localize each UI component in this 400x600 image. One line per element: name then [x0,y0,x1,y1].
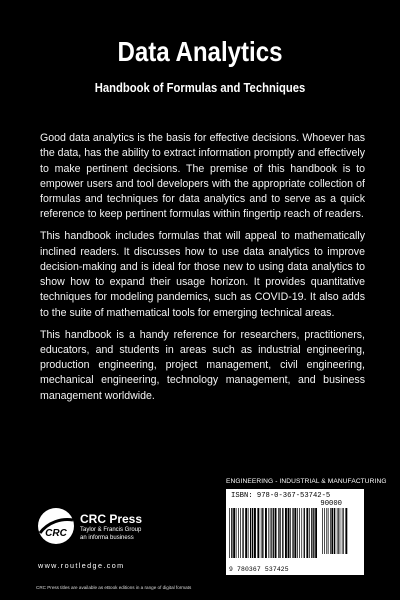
barcode-bar [262,508,263,558]
price-code: 90000 [320,500,342,508]
barcode-bar [261,508,262,558]
barcode-bar [288,508,290,558]
barcode-bar [250,508,251,558]
barcode-bar [265,508,267,558]
crc-logo-text: CRC [45,528,67,539]
barcode-bar [236,508,237,558]
publisher-group: Taylor & Francis Group [80,527,142,533]
barcode-bar [334,508,335,554]
description-paragraph: This handbook is a handy reference for researchers, practitioners, educators, and students in areas such as industrial engineering, production engineering, project management, civil engineering, mechanical engineering, technology management, and business management worldwide. [40,328,365,402]
barcode-bar [337,508,338,554]
barcode-bar [279,508,280,558]
description-text [40,131,365,411]
barcode-number: 9 780367 537425 [229,566,289,573]
barcode-bar [342,508,343,554]
barcode-bar [311,508,312,558]
barcode-bar [290,508,291,558]
barcode-bar [257,508,259,558]
barcode-bar [242,508,243,558]
publisher-name: CRC Press [80,512,143,526]
barcode-bar [278,508,279,558]
barcode-bar [304,508,305,558]
barcode-bar [330,508,331,554]
barcode-graphic [229,508,317,558]
barcode-bar [299,508,300,558]
publisher-website: www.routledge.com [38,561,125,570]
barcode-bar [322,508,323,554]
barcode-bar [309,508,310,558]
barcode-bar [229,508,230,558]
barcode-bar [270,508,271,558]
barcode-bar [297,508,298,558]
crc-press-logo-icon [36,506,76,546]
barcode-bar [326,508,327,554]
barcode-bar [345,508,347,554]
barcode-bar [301,508,302,558]
barcode-bar [292,508,293,558]
barcode-addon-graphic [322,508,348,554]
description-paragraph: Good data analytics is the basis for effective decisions. Whoever has the data, has the ability to extract information promptly and effectively to make pertinent decisions. The premise of this handbook is to empower users and tool developers with the appropriate collection of formulas and techniques for data analytics and to serve as a quick reference to keep pertinent formulas within fingertip reach of readers. [40,132,365,221]
barcode-bar [254,508,256,558]
barcode-bar [338,508,339,554]
barcode-bar [231,508,232,558]
barcode-bar [275,508,277,558]
barcode-bar [324,508,325,554]
barcode-bar [282,508,283,558]
barcode-bar [331,508,333,554]
barcode-bar [294,508,296,558]
barcode-area [226,489,364,575]
barcode-bar [285,508,287,558]
barcode-bar [313,508,314,558]
publisher-tagline: an informa business [80,535,134,541]
barcode-bar [240,508,241,558]
barcode-bar [248,508,249,558]
ebook-note: CRC Press titles are available as eBook editions in a range of digital formats [36,585,192,590]
subject-category: ENGINEERING - INDUSTRIAL & MANUFACTURING [226,478,387,485]
book-subtitle: Handbook of Formulas and Techniques [94,81,306,95]
isbn-text: ISBN: 978-0-367-53742-5 [231,492,331,500]
barcode-bar [273,508,274,558]
barcode-bar [271,508,272,558]
barcode-bar [252,508,253,558]
barcode-bar [268,508,269,558]
book-title: Data Analytics [117,36,283,67]
barcode-bar [340,508,341,554]
barcode-bar [238,508,239,558]
barcode-bar [328,508,329,554]
barcode-bar [343,508,344,554]
barcode-bar [245,508,247,558]
barcode-bar [306,508,308,558]
barcode-bar [315,508,317,558]
barcode-bar [233,508,235,558]
description-paragraph: This handbook includes formulas that will appeal to mathematically inclined readers. It discusses how to use data analytics to improve decision-making and is ideal for those new to using data analytics to show how to expand their usage horizon. It provides quantitative techniques for modeling pandemics, such as COVID-19. It also adds to the suite of mathematical tools for emerging technical areas. [40,230,365,319]
